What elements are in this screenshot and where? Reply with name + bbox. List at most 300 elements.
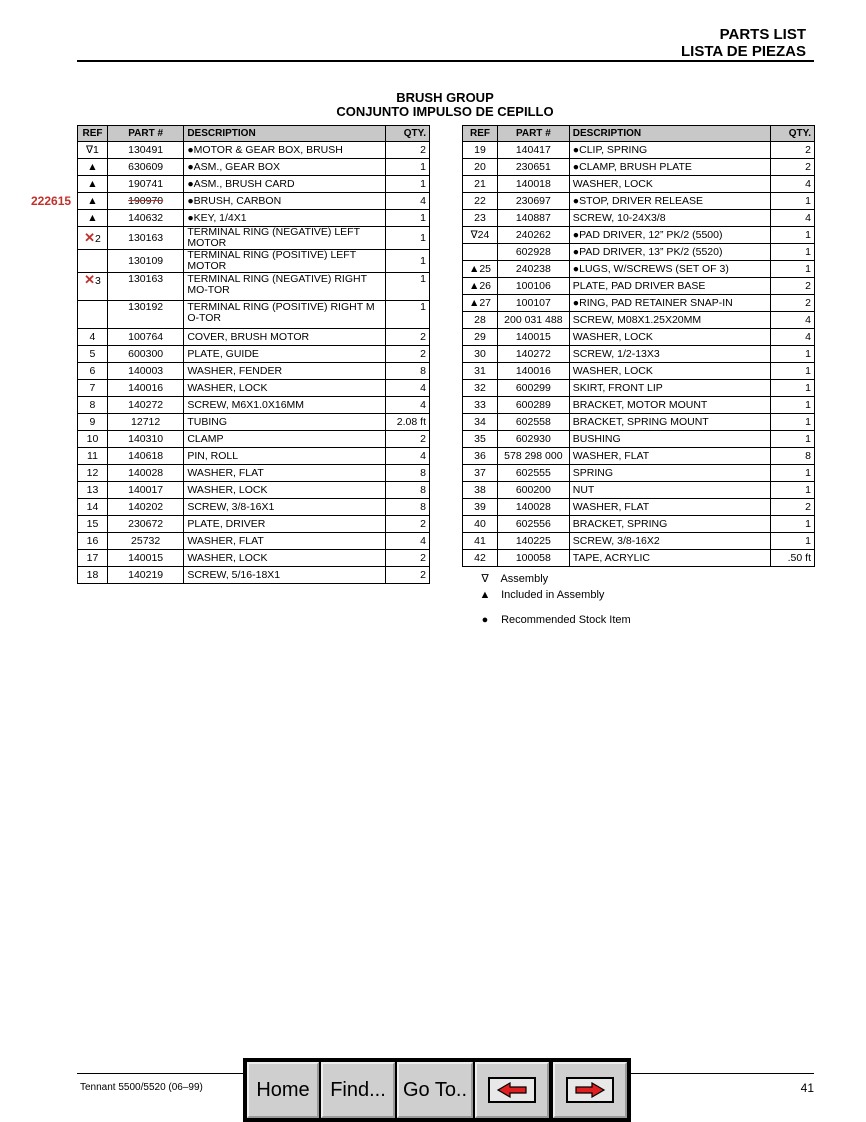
description-cell-text: ●STOP, DRIVER RELEASE	[572, 194, 704, 207]
part-number-cell-text: 578 298 000	[504, 449, 563, 462]
part-number-cell-text: 602556	[515, 517, 551, 530]
quantity-cell-text: 4	[420, 194, 426, 207]
description-cell-text: COVER, BRUSH MOTOR	[187, 330, 310, 343]
description-cell-text: SCREW, 5/16-18X1	[187, 568, 281, 581]
ref-cell-text: 41	[474, 534, 486, 547]
ref-cell-text: ▲25	[468, 262, 492, 275]
part-number-cell	[107, 301, 183, 329]
table-row	[463, 448, 815, 465]
quantity-cell-text: 1	[805, 534, 811, 547]
ref-cell	[463, 550, 498, 567]
part-number-cell	[497, 482, 569, 499]
table-row	[463, 193, 815, 210]
part-number-cell-text: 140017	[128, 483, 164, 496]
col-description: DESCRIPTION	[569, 126, 770, 142]
assembly-symbol-icon: ∇	[481, 573, 489, 585]
part-number-cell-text: 230697	[515, 194, 551, 207]
description-cell-text: SKIRT, FRONT LIP	[572, 381, 663, 394]
quantity-cell	[771, 363, 815, 380]
description-cell-text: SCREW, M08X1.25X20MM	[572, 313, 702, 326]
part-number-cell	[107, 482, 183, 499]
table-row	[78, 550, 430, 567]
ref-cell-text: 5	[89, 347, 96, 360]
next-page-button[interactable]	[553, 1062, 627, 1118]
ref-cell	[463, 465, 498, 482]
description-cell	[184, 414, 386, 431]
quantity-cell-text: 1	[805, 262, 811, 275]
description-cell	[569, 193, 770, 210]
table-row	[463, 482, 815, 499]
quantity-cell	[386, 159, 430, 176]
ref-cell-text: 14	[86, 500, 99, 513]
quantity-cell	[386, 250, 430, 273]
table-row	[463, 176, 815, 193]
ref-cell-text: 23	[474, 211, 486, 224]
part-number-cell	[497, 244, 569, 261]
description-cell	[569, 380, 770, 397]
quantity-cell-text: 4	[420, 398, 426, 411]
table-row	[78, 301, 430, 329]
table-row	[78, 346, 430, 363]
ref-cell	[463, 431, 498, 448]
quantity-cell-text: 1	[805, 415, 811, 428]
ref-cell	[463, 227, 498, 244]
ref-cell	[78, 159, 108, 176]
quantity-cell-text: 1	[805, 466, 811, 479]
table-row	[463, 397, 815, 414]
table-row	[78, 142, 430, 159]
table-row	[463, 261, 815, 278]
ref-cell	[463, 244, 498, 261]
description-cell-text: ●RING, PAD RETAINER SNAP-IN	[572, 296, 733, 309]
ref-cell	[463, 312, 498, 329]
description-cell-text: WASHER, LOCK	[572, 177, 653, 190]
part-number-cell	[107, 363, 183, 380]
quantity-cell-text: 2	[420, 143, 426, 156]
description-cell	[569, 431, 770, 448]
description-cell-text: NUT	[572, 483, 595, 496]
part-number-cell	[107, 431, 183, 448]
ref-cell-text: 34	[474, 415, 486, 428]
quantity-cell-text: 1	[420, 160, 426, 173]
quantity-cell	[771, 533, 815, 550]
ref-cell-text: 35	[474, 432, 486, 445]
quantity-cell	[771, 448, 815, 465]
part-number-cell-text: 130491	[128, 143, 164, 156]
table-row	[78, 516, 430, 533]
home-button[interactable]: Home	[247, 1062, 319, 1118]
table-row	[78, 193, 430, 210]
description-cell-text: ●CLAMP, BRUSH PLATE	[572, 160, 692, 173]
part-number-cell-text: 140016	[515, 364, 551, 377]
table-row	[463, 380, 815, 397]
table-row	[78, 227, 430, 250]
description-cell-text: TUBING	[187, 415, 227, 428]
table-row	[78, 499, 430, 516]
description-cell	[184, 482, 386, 499]
ref-cell-text: 30	[474, 347, 486, 360]
part-number-cell	[107, 193, 183, 210]
description-cell	[184, 250, 386, 273]
ref-cell-text: 20	[474, 160, 486, 173]
part-number-cell	[107, 346, 183, 363]
ref-cell	[78, 380, 108, 397]
quantity-cell	[386, 227, 430, 250]
table-row	[78, 159, 430, 176]
ref-cell	[78, 301, 108, 329]
ref-cell-text: 11	[87, 449, 98, 462]
table-row	[463, 159, 815, 176]
quantity-cell-text: 2	[805, 500, 811, 513]
description-cell-text: WASHER, FLAT	[187, 534, 264, 547]
ref-cell-text: 4	[89, 330, 96, 343]
ref-cell	[463, 142, 498, 159]
description-cell	[569, 363, 770, 380]
ref-cell-text: 29	[474, 330, 486, 343]
ref-cell	[463, 295, 498, 312]
part-number-cell	[107, 142, 183, 159]
quantity-cell-text: 2	[805, 143, 811, 156]
description-cell	[569, 482, 770, 499]
description-cell	[184, 431, 386, 448]
quantity-cell-text: 4	[805, 177, 811, 190]
description-cell-text: WASHER, LOCK	[572, 330, 653, 343]
quantity-cell-text: 1	[420, 231, 426, 244]
table-row	[78, 448, 430, 465]
description-cell-text: BUSHING	[572, 432, 621, 445]
ref-cell-text: ▲	[87, 160, 98, 173]
ref-cell-text: 33	[474, 398, 486, 411]
description-cell	[184, 159, 386, 176]
part-number-cell	[497, 278, 569, 295]
parts-table-left	[77, 125, 430, 584]
description-cell	[569, 210, 770, 227]
description-cell	[569, 142, 770, 159]
part-number-cell-text: 230672	[128, 517, 164, 530]
ref-cell	[78, 414, 108, 431]
ref-cell	[78, 499, 108, 516]
ref-cell-text: 12	[86, 466, 99, 479]
description-cell	[569, 397, 770, 414]
description-cell	[184, 176, 386, 193]
part-number-cell-text: 240238	[515, 262, 551, 275]
quantity-cell-text: 1	[420, 301, 426, 313]
description-cell-text: SCREW, 1/2-13X3	[572, 347, 660, 360]
table-row	[78, 363, 430, 380]
part-number-cell-text: 140632	[128, 211, 164, 224]
ref-cell	[463, 414, 498, 431]
part-number-cell	[107, 227, 183, 250]
col-part: PART #	[497, 126, 569, 142]
quantity-cell-text: 2	[805, 279, 811, 292]
description-cell-text: ●BRUSH, CARBON	[187, 194, 282, 207]
ref-cell	[463, 363, 498, 380]
ref-cell-text: 37	[474, 466, 486, 479]
part-number-cell	[107, 250, 183, 273]
legend-included	[472, 589, 631, 614]
description-cell	[569, 516, 770, 533]
quantity-cell	[386, 431, 430, 448]
description-cell	[184, 499, 386, 516]
title-spanish: LISTA DE PIEZAS	[680, 43, 806, 60]
quantity-cell-text: 1	[420, 177, 426, 190]
part-number-cell-text: 140018	[515, 177, 551, 190]
ref-cell-text: 2	[95, 232, 101, 245]
quantity-cell	[771, 482, 815, 499]
part-number-cell	[107, 397, 183, 414]
description-cell	[569, 261, 770, 278]
description-cell	[569, 329, 770, 346]
part-number-cell	[107, 533, 183, 550]
quantity-cell	[771, 329, 815, 346]
quantity-cell	[386, 301, 430, 329]
ref-cell	[78, 567, 108, 584]
ref-cell-text: 17	[86, 551, 99, 564]
legend	[472, 572, 631, 626]
parts-table-right	[462, 125, 815, 567]
quantity-cell-text: 8	[420, 364, 426, 377]
quantity-cell	[386, 550, 430, 567]
description-cell	[184, 465, 386, 482]
table-row	[78, 567, 430, 584]
table-row	[463, 533, 815, 550]
quantity-cell	[386, 482, 430, 499]
table-row	[78, 210, 430, 227]
description-cell	[184, 346, 386, 363]
part-number-cell	[497, 516, 569, 533]
part-number-cell-text: 140618	[128, 449, 164, 462]
description-cell	[569, 244, 770, 261]
ref-cell-text: 42	[474, 551, 486, 564]
description-cell	[569, 448, 770, 465]
description-cell	[569, 227, 770, 244]
part-number-cell-text: 100058	[515, 551, 551, 564]
table-row	[78, 380, 430, 397]
part-number-cell-text: 140003	[128, 364, 164, 377]
part-number-cell	[497, 431, 569, 448]
quantity-cell	[771, 550, 815, 567]
table-row	[463, 295, 815, 312]
quantity-cell	[771, 193, 815, 210]
table-row	[463, 244, 815, 261]
part-number-cell	[107, 210, 183, 227]
quantity-cell	[771, 346, 815, 363]
ref-cell-text: ▲	[87, 177, 98, 190]
previous-page-button[interactable]	[475, 1062, 549, 1118]
ref-cell-text: ▲	[87, 211, 98, 224]
group-title-english: BRUSH GROUP	[396, 90, 494, 105]
part-number-cell	[497, 210, 569, 227]
table-row	[463, 312, 815, 329]
quantity-cell	[386, 193, 430, 210]
quantity-cell	[386, 176, 430, 193]
part-number-cell-text: 25732	[131, 534, 161, 547]
col-ref: REF	[463, 126, 498, 142]
part-number-cell	[107, 516, 183, 533]
description-cell	[569, 295, 770, 312]
included-symbol-icon: ▲	[479, 589, 491, 601]
part-number-cell	[107, 380, 183, 397]
description-cell-text: PIN, ROLL	[187, 449, 239, 462]
part-number-cell-text: 140202	[128, 500, 164, 513]
quantity-cell	[386, 516, 430, 533]
quantity-cell-text: 1	[805, 245, 811, 258]
description-cell-text: TERMINAL RING (POSITIVE) RIGHT MO-TOR	[187, 301, 375, 324]
quantity-cell	[386, 329, 430, 346]
table-row	[463, 414, 815, 431]
table-row	[78, 533, 430, 550]
description-cell	[569, 312, 770, 329]
description-cell-text: TERMINAL RING (POSITIVE) LEFT MOTOR	[187, 249, 356, 272]
part-number-cell	[497, 261, 569, 278]
description-cell-text: BRACKET, MOTOR MOUNT	[572, 398, 708, 411]
quantity-cell	[386, 567, 430, 584]
table-header-row	[463, 126, 815, 142]
ref-cell	[78, 363, 108, 380]
ref-cell	[78, 431, 108, 448]
col-qty: QTY.	[771, 126, 815, 142]
navigation-bar	[243, 1058, 631, 1122]
part-number-cell	[107, 448, 183, 465]
parts-list-title	[681, 26, 806, 60]
quantity-cell-text: 1	[420, 211, 426, 224]
ref-cell	[463, 448, 498, 465]
col-description: DESCRIPTION	[184, 126, 386, 142]
part-number-cell-text: 190970	[128, 194, 164, 207]
description-cell	[569, 414, 770, 431]
quantity-cell	[771, 278, 815, 295]
part-number-cell	[497, 193, 569, 210]
ref-cell	[78, 142, 108, 159]
quantity-cell-text: 1	[805, 364, 811, 377]
find-button[interactable]: Find...	[321, 1062, 395, 1118]
quantity-cell	[771, 397, 815, 414]
stock-symbol-icon: ●	[481, 614, 489, 626]
part-number-cell-text: 140272	[515, 347, 551, 360]
part-number-cell	[497, 414, 569, 431]
part-number-cell	[497, 176, 569, 193]
part-number-cell-text: 600300	[128, 347, 164, 360]
description-cell	[184, 227, 386, 250]
part-number-cell	[497, 465, 569, 482]
description-cell	[184, 550, 386, 567]
quantity-cell-text: 1	[805, 398, 811, 411]
ref-cell-text: 18	[86, 568, 99, 581]
description-cell-text: WASHER, LOCK	[187, 551, 268, 564]
ref-cell	[463, 329, 498, 346]
ref-cell-text: 6	[89, 364, 96, 377]
quantity-cell	[386, 414, 430, 431]
replacement-part-annotation: 222615	[31, 194, 72, 208]
footer-rule-right	[631, 1073, 814, 1074]
description-cell-text: SCREW, 10-24X3/8	[572, 211, 666, 224]
part-number-cell	[497, 533, 569, 550]
description-cell-text: WASHER, LOCK	[572, 364, 653, 377]
ref-cell	[463, 380, 498, 397]
description-cell-text: WASHER, LOCK	[187, 483, 268, 496]
quantity-cell-text: 2	[805, 160, 811, 173]
table-row	[463, 346, 815, 363]
ref-cell	[463, 346, 498, 363]
description-cell-text: SCREW, M6X1.0X16MM	[187, 398, 305, 411]
description-cell	[569, 465, 770, 482]
description-cell-text: SCREW, 3/8-16X2	[572, 534, 660, 547]
table-row	[463, 465, 815, 482]
description-cell	[184, 193, 386, 210]
part-number-cell	[497, 346, 569, 363]
quantity-cell-text: 8	[420, 483, 426, 496]
quantity-cell-text: 2	[420, 347, 426, 360]
part-number-cell	[497, 380, 569, 397]
ref-cell	[78, 397, 108, 414]
quantity-cell-text: .50 ft	[787, 551, 811, 564]
ref-cell-text: 21	[474, 177, 486, 190]
part-number-cell	[497, 159, 569, 176]
part-number-cell-text: 130109	[128, 254, 164, 267]
quantity-cell-text: 1	[805, 228, 811, 241]
legend-stock	[472, 614, 631, 626]
description-cell	[184, 448, 386, 465]
quantity-cell	[386, 465, 430, 482]
ref-cell	[463, 499, 498, 516]
description-cell-text: SPRING	[572, 466, 614, 479]
ref-cell	[78, 176, 108, 193]
part-number-cell-text: 140028	[128, 466, 164, 479]
quantity-cell	[386, 448, 430, 465]
page-number: 41	[800, 1081, 814, 1095]
description-cell-text: TERMINAL RING (NEGATIVE) LEFT MOTOR	[187, 226, 360, 249]
part-number-cell-text: 100107	[515, 296, 551, 309]
table-row	[463, 329, 815, 346]
ref-cell	[463, 278, 498, 295]
description-cell	[184, 397, 386, 414]
part-number-cell	[497, 550, 569, 567]
cross-out-icon: ✕	[84, 272, 95, 287]
part-number-cell-text: 140310	[128, 432, 164, 445]
table-row	[463, 516, 815, 533]
description-cell	[184, 301, 386, 329]
description-cell	[184, 329, 386, 346]
description-cell	[184, 516, 386, 533]
part-number-cell-text: 12712	[131, 415, 161, 428]
goto-button[interactable]: Go To..	[397, 1062, 473, 1118]
quantity-cell	[386, 499, 430, 516]
quantity-cell	[771, 431, 815, 448]
ref-cell-text: 15	[86, 517, 99, 530]
part-number-cell-text: 600200	[515, 483, 551, 496]
part-number-cell-text: 600289	[515, 398, 551, 411]
part-number-cell-text: 140016	[128, 381, 164, 394]
ref-cell	[78, 346, 108, 363]
table-row	[463, 363, 815, 380]
description-cell-text: WASHER, FLAT	[572, 449, 650, 462]
quantity-cell-text: 4	[420, 381, 426, 394]
ref-cell-text: 39	[474, 500, 486, 513]
table-row	[78, 176, 430, 193]
description-cell-text: PLATE, PAD DRIVER BASE	[572, 279, 706, 292]
ref-cell	[78, 227, 108, 250]
description-cell	[184, 363, 386, 380]
quantity-cell-text: 2.08 ft	[396, 415, 426, 428]
description-cell	[569, 278, 770, 295]
part-number-cell	[497, 363, 569, 380]
ref-cell	[78, 273, 108, 301]
table-row	[78, 329, 430, 346]
description-cell	[184, 273, 386, 301]
part-number-cell-text: 140219	[128, 568, 164, 581]
part-number-cell-text: 230651	[515, 160, 551, 173]
quantity-cell-text: 4	[420, 534, 426, 547]
